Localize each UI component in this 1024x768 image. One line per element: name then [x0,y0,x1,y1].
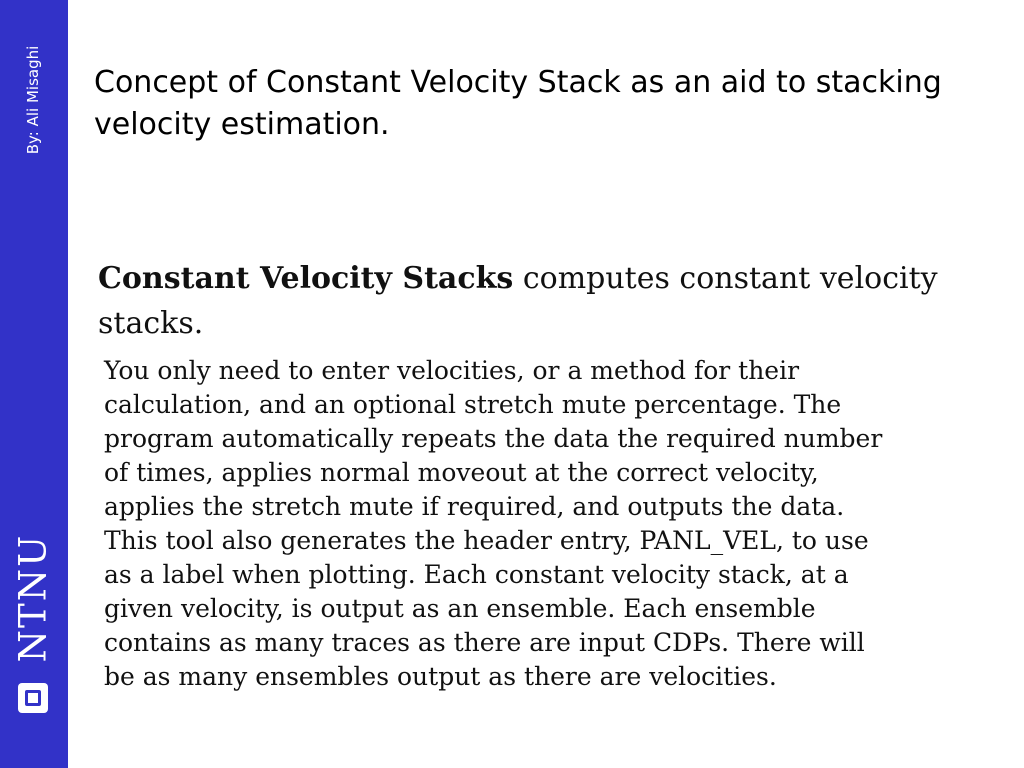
slide-title: Concept of Constant Velocity Stack as an aid to stacking velocity estimation. [94,65,942,142]
excerpt-line: program automatically repeats the data the required number [104,424,883,453]
excerpt-lead-rest: computes constant velocity stacks. [98,261,938,341]
ntnu-logo-text: NTNU [11,533,55,663]
ntnu-logo-icon [18,683,48,713]
excerpt-line: given velocity, is output as an ensemble. Each ensemble [104,594,816,623]
excerpt-line: applies the stretch mute if required, and outputs the data. [104,492,845,521]
excerpt-line: calculation, and an optional stretch mute percentage. The [104,390,842,419]
excerpt-line: of times, applies normal moveout at the correct velocity, [104,458,819,487]
excerpt-line: be as many ensembles output as there are velocities. [104,662,777,691]
excerpt-body [104,354,1004,694]
excerpt-line: You only need to enter velocities, or a method for their [104,356,800,385]
excerpt-line: This tool also generates the header entry, PANL_VEL, to use [104,526,869,555]
excerpt-lead [98,256,958,346]
excerpt-lead-bold: Constant Velocity Stacks [98,261,514,296]
sidebar [0,0,68,768]
excerpt-line: contains as many traces as there are input CDPs. There will [104,628,865,657]
author-credit: By: Ali Misaghi [24,45,42,155]
excerpt-line: as a label when plotting. Each constant velocity stack, at a [104,560,849,589]
